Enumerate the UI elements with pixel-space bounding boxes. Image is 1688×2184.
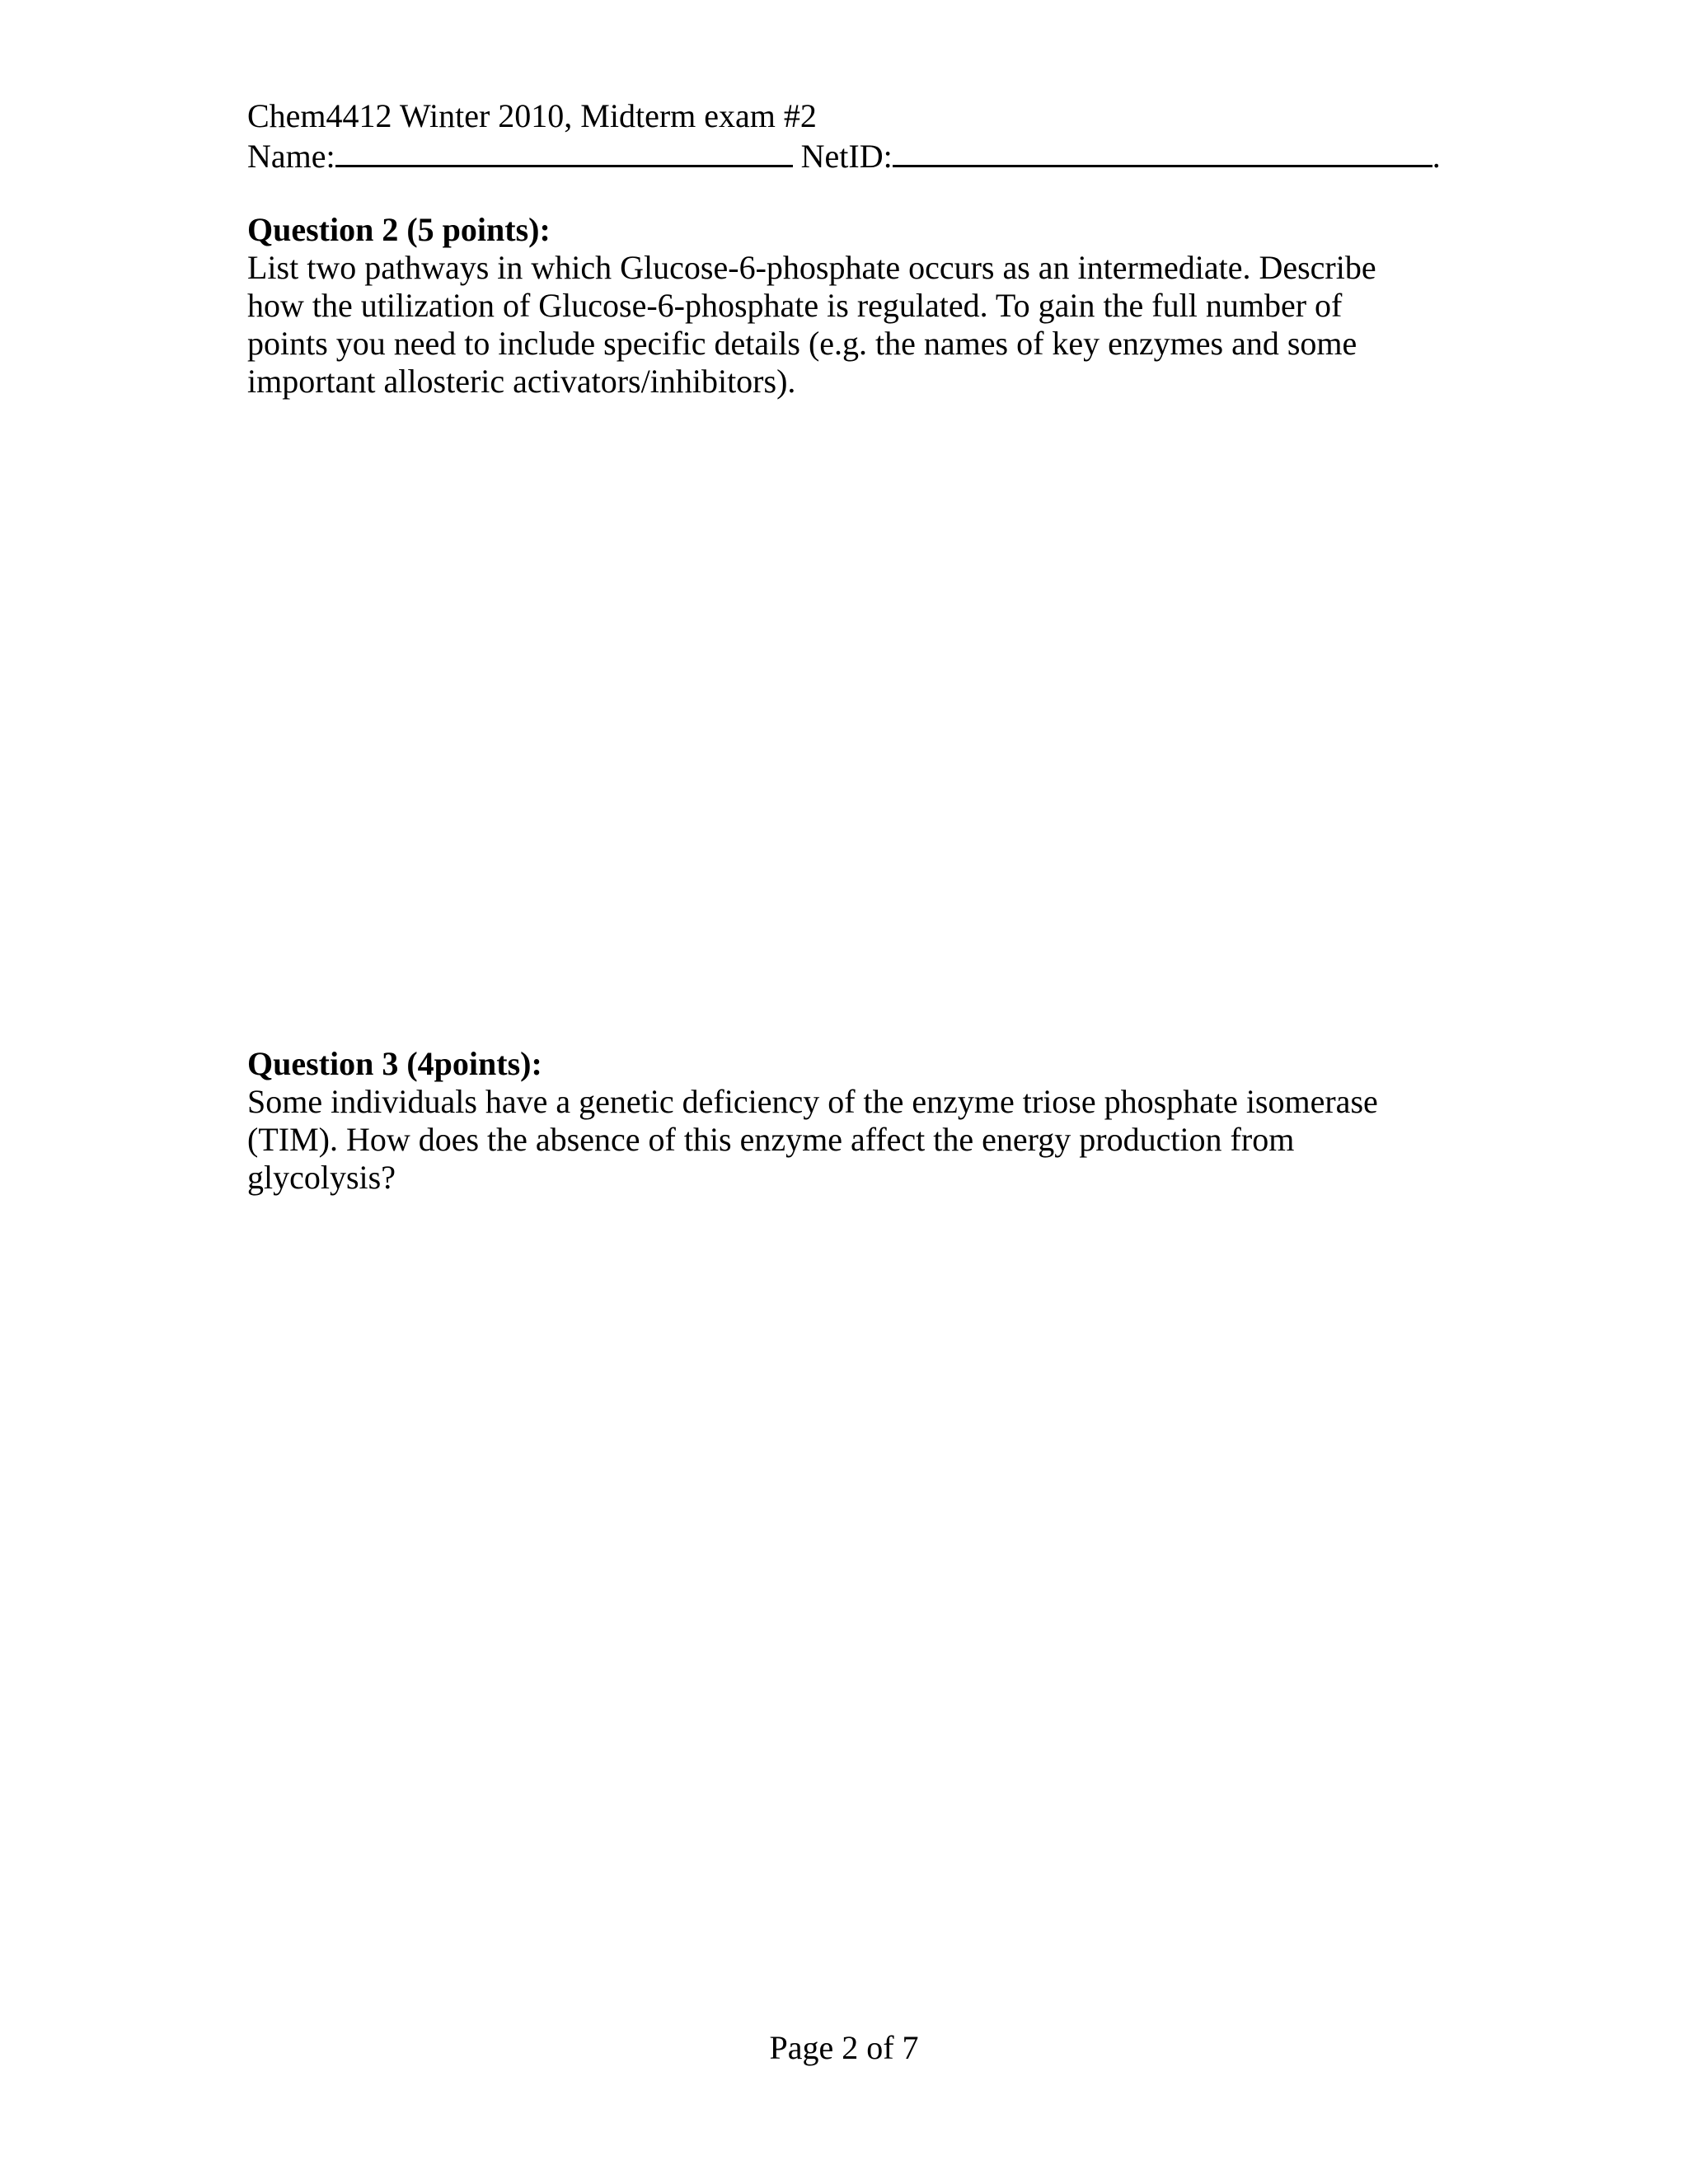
netid-label: NetID: (800, 138, 893, 175)
name-blank[interactable] (335, 135, 793, 167)
exam-header (247, 97, 1467, 176)
line-end-period: . (1432, 138, 1441, 175)
page-number: Page 2 of 7 (769, 2029, 919, 2066)
question-3 (247, 1045, 1467, 1197)
question-2-title: Question 2 (5 points): (247, 211, 551, 248)
name-label: Name: (247, 138, 335, 175)
netid-blank[interactable] (893, 135, 1432, 167)
question-2 (247, 211, 1467, 401)
question-2-text-line: important allosteric activators/inhibitors). (247, 363, 796, 400)
student-info-line (247, 135, 1467, 176)
question-2-text-line: List two pathways in which Glucose-6-phosphate occurs as an intermediate. Describe (247, 249, 1376, 286)
exam-title: Chem4412 Winter 2010, Midterm exam #2 (247, 97, 817, 134)
question-3-text-line: Some individuals have a genetic deficiency of the enzyme triose phosphate isomerase (247, 1083, 1378, 1120)
question-2-text-line: points you need to include specific details (e.g. the names of key enzymes and some (247, 325, 1357, 362)
question-3-text-line: (TIM). How does the absence of this enzyme affect the energy production from (247, 1121, 1295, 1158)
question-3-title: Question 3 (4points): (247, 1045, 542, 1082)
question-3-text-line: glycolysis? (247, 1159, 396, 1196)
question-2-text-line: how the utilization of Glucose-6-phosphate is regulated. To gain the full number of (247, 287, 1343, 324)
